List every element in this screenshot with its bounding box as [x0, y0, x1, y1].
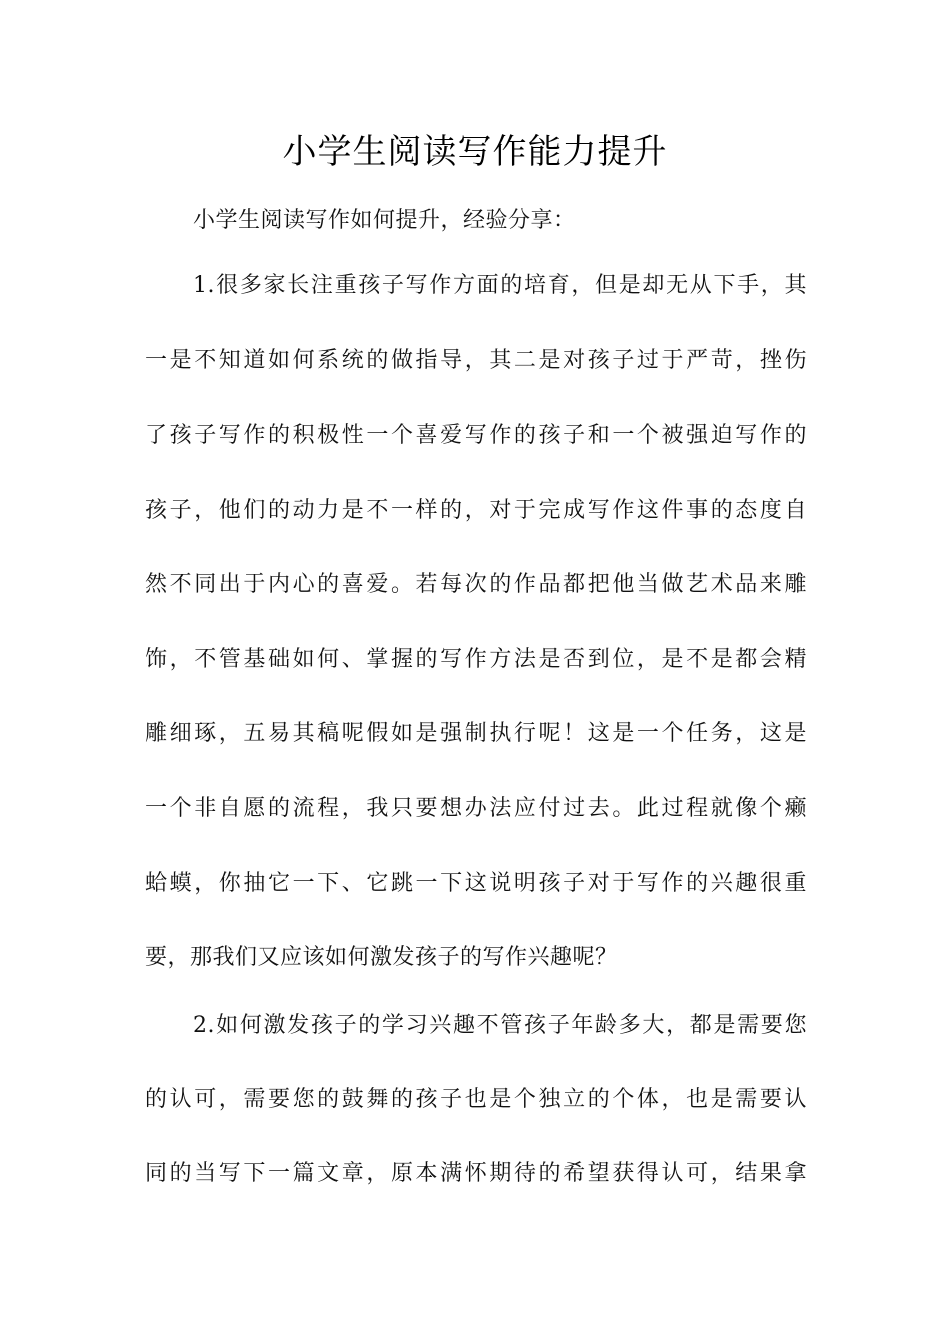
paragraph-1-line-3: 了孩子写作的积极性一个喜爱写作的孩子和一个被强迫写作的: [145, 423, 807, 448]
paragraph-1-line-9: 蛤蟆，你抽它一下、它跳一下这说明孩子对于写作的兴趣很重: [145, 871, 807, 896]
paragraph-1-line-7: 雕细琢，五易其稿呢假如是强制执行呢！这是一个任务，这是: [145, 721, 807, 746]
document-title: 小学生阅读写作能力提升: [282, 132, 668, 172]
intro-line: 小学生阅读写作如何提升，经验分享：: [193, 208, 576, 233]
paragraph-1-line-2: 一是不知道如何系统的做指导，其二是对孩子过于严苛，挫伤: [145, 348, 807, 373]
paragraph-1-line-10: 要，那我们又应该如何激发孩子的写作兴趣呢？: [145, 945, 618, 970]
paragraph-2-line-3: 同的当写下一篇文章，原本满怀期待的希望获得认可，结果拿: [145, 1161, 807, 1186]
paragraph-1-line-8: 一个非自愿的流程，我只要想办法应付过去。此过程就像个癞: [145, 796, 807, 821]
paragraph-1-line-1: 1.很多家长注重孩子写作方面的培育，但是却无从下手，其: [193, 273, 807, 298]
paragraph-2-line-1: 2.如何激发孩子的学习兴趣不管孩子年龄多大，都是需要您: [193, 1013, 807, 1038]
paragraph-1-line-4: 孩子，他们的动力是不一样的，对于完成写作这件事的态度自: [145, 498, 807, 523]
paragraph-1-line-5: 然不同出于内心的喜爱。若每次的作品都把他当做艺术品来雕: [145, 572, 807, 597]
paragraph-2-line-2: 的认可，需要您的鼓舞的孩子也是个独立的个体，也是需要认: [145, 1087, 807, 1112]
paragraph-1-line-6: 饰，不管基础如何、掌握的写作方法是否到位，是不是都会精: [145, 647, 807, 672]
